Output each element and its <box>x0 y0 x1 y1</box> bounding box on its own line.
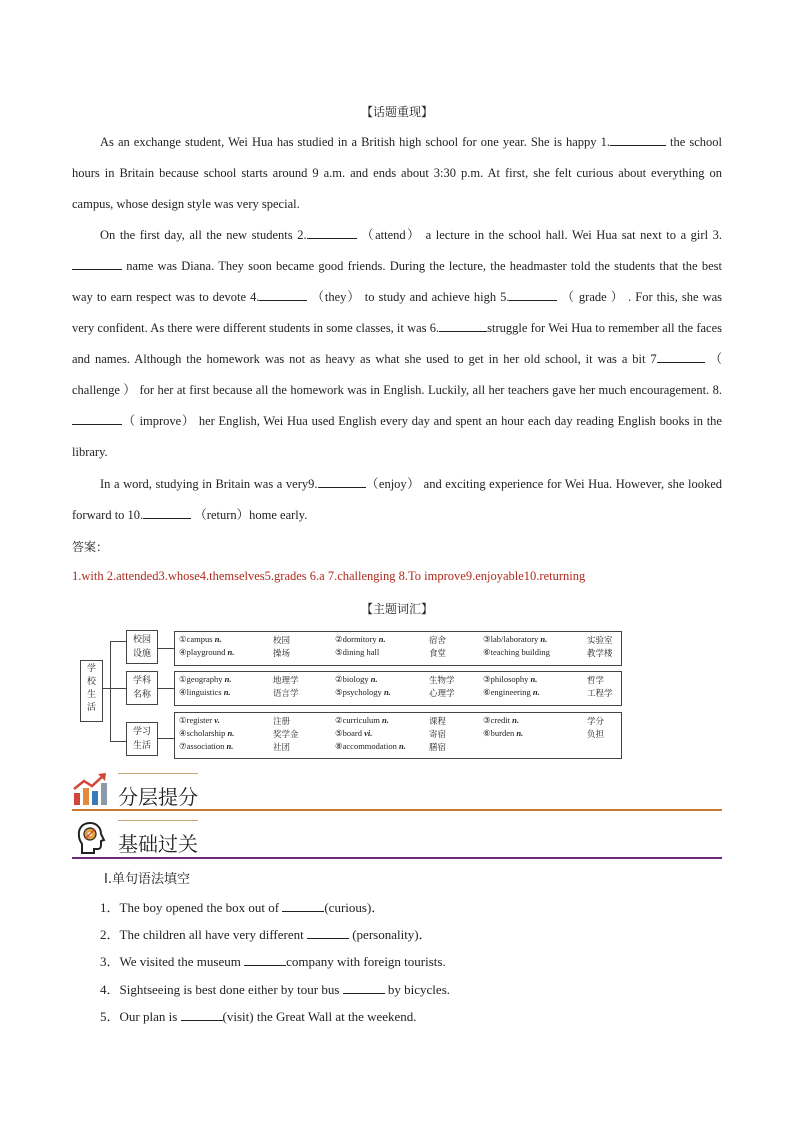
section-header-scoring <box>72 773 722 813</box>
vocab-term <box>335 741 406 752</box>
vocab-word: ④linguistics <box>179 687 224 697</box>
answer-blank <box>72 412 122 425</box>
root-char: 校 <box>86 677 96 687</box>
vocab-word: ①campus <box>179 634 215 644</box>
passage-text: home early. <box>249 508 308 522</box>
vocab-word: ⑧accommodation <box>335 741 400 751</box>
exercise-title: Ⅰ.单句语法填空 <box>104 872 190 887</box>
vocab-word: ①register <box>179 715 215 725</box>
question-item <box>100 979 450 998</box>
vocab-meaning: 宿舍 <box>429 636 447 646</box>
hint: （ challenge ） <box>72 352 722 397</box>
passage-text: a lecture in the school hall. Wei Hua sat next to a girl 3. <box>425 228 722 242</box>
decor-line <box>118 820 198 821</box>
category-label: 设施 <box>132 649 151 659</box>
vocab-word: ④playground <box>179 647 228 657</box>
question-text: Sightseeing is best done either by tour bus <box>119 982 343 997</box>
question-item <box>100 1006 417 1025</box>
part-of-speech: n. <box>530 674 538 684</box>
category-node <box>126 722 158 756</box>
vocab-term <box>335 674 378 685</box>
vocab-term <box>335 728 372 739</box>
vocab-word: ②biology <box>335 674 371 684</box>
answer-blank[interactable] <box>181 1008 223 1021</box>
vocab-term <box>179 715 220 726</box>
vocab-word: ①geography <box>179 674 225 684</box>
question-text: by bicycles. <box>384 982 450 997</box>
vocab-meaning: 地理学 <box>273 676 299 686</box>
vocab-meaning: 膳宿 <box>429 743 447 753</box>
question-number: 4． <box>100 982 120 997</box>
vocab-meaning: 寄宿 <box>429 730 447 740</box>
vocab-word: ③philosophy <box>483 674 531 684</box>
vocab-meaning: 语言学 <box>273 689 299 699</box>
answer-blank[interactable] <box>244 953 286 966</box>
vocab-word: ②dormitory <box>335 634 379 644</box>
vocab-term <box>179 728 234 739</box>
hint: （they） <box>307 290 365 304</box>
question-text: We visited the museum <box>119 954 245 969</box>
question-item <box>100 924 432 943</box>
vocab-word: ⑤board <box>335 728 365 738</box>
question-text: (curious)． <box>324 900 385 915</box>
passage-text: struggle for Wei Hua to remember all the faces and names. Although the homework was not as heavy as what she used to get in her old school, it was a bit 7 <box>72 321 722 366</box>
vocab-term <box>179 687 231 698</box>
vocab-word: ③credit <box>483 715 513 725</box>
root-char: 生 <box>86 690 96 700</box>
category-label: 生活 <box>132 741 151 751</box>
vocab-meaning: 食堂 <box>429 649 447 659</box>
topic-title: 【话题重现】 <box>360 105 433 119</box>
question-text: (personality)． <box>348 927 432 942</box>
passage-text: to study and achieve high 5. <box>364 290 510 304</box>
head-gear-icon <box>76 820 108 856</box>
question-item <box>100 897 384 916</box>
part-of-speech: n. <box>540 634 548 644</box>
passage-text: In a word, studying in Britain was a very9. <box>100 477 318 491</box>
connector <box>158 738 174 739</box>
section-title: 分层提分 <box>118 785 198 809</box>
vocab-term <box>483 728 523 739</box>
category-label: 校园 <box>132 635 151 645</box>
bar-chart-icon <box>72 773 108 807</box>
passage-paragraph-2 <box>72 220 722 468</box>
vocab-word: ⑤psychology <box>335 687 384 697</box>
answer-blank <box>657 350 705 363</box>
vocab-word: ⑦association <box>179 741 227 751</box>
vocab-meaning: 心理学 <box>429 689 455 699</box>
question-number: 5． <box>100 1009 120 1024</box>
vocab-meaning: 工程学 <box>587 689 613 699</box>
passage-paragraph-1 <box>72 127 722 220</box>
section-header-basics <box>72 820 722 860</box>
vocab-term <box>483 634 547 645</box>
passage-text: and exciting experience for Wei Hua. However, she looked forward to 10. <box>72 477 722 522</box>
part-of-speech: vi. <box>364 728 373 738</box>
answer-blank <box>143 506 191 519</box>
part-of-speech: n. <box>383 687 391 697</box>
vocab-list-study-life <box>174 712 622 759</box>
answer-blank <box>72 257 122 270</box>
part-of-speech: n. <box>227 728 235 738</box>
hint: （return） <box>191 508 250 522</box>
answer-blank <box>259 288 307 301</box>
vocab-meaning: 生物学 <box>429 676 455 686</box>
root-char: 学 <box>86 664 96 674</box>
vocab-term <box>179 634 222 645</box>
vocab-word: ⑥teaching building <box>483 647 550 657</box>
hint: （ improve） <box>122 414 199 428</box>
answer-blank <box>509 288 557 301</box>
connector <box>158 648 174 649</box>
question-text: (visit) the Great Wall at the weekend. <box>222 1009 417 1024</box>
vocab-word: ⑤dining hall <box>335 647 380 657</box>
vocab-meaning: 校园 <box>273 636 291 646</box>
section-divider <box>72 809 722 811</box>
vocab-list-subjects <box>174 671 622 706</box>
vocab-term <box>483 647 550 658</box>
passage-text: the school hours in Britain because school starts around 9 a.m. and ends about 3:30 p.m. At first, she felt curious about everything on campus, whose design style was very special. <box>72 135 723 211</box>
question-number: 1． <box>100 900 120 915</box>
section-divider <box>72 857 722 859</box>
vocab-meaning: 奖学金 <box>273 730 299 740</box>
vocab-list-facilities <box>174 631 622 666</box>
vocab-meaning: 教学楼 <box>587 649 613 659</box>
part-of-speech: n. <box>226 741 234 751</box>
connector <box>110 641 111 741</box>
hint: （ grade ） <box>561 290 629 304</box>
question-number: 2． <box>100 927 120 942</box>
part-of-speech: n. <box>224 674 232 684</box>
root-char: 活 <box>86 703 96 713</box>
vocab-term <box>179 674 231 685</box>
part-of-speech: n. <box>532 687 540 697</box>
vocab-term <box>483 715 519 726</box>
vocab-term <box>483 674 537 685</box>
hint: （attend） <box>356 228 426 242</box>
vocab-meaning: 负担 <box>587 730 605 740</box>
connector <box>158 688 174 689</box>
answer-blank <box>318 475 366 488</box>
hint: （enjoy） <box>365 477 424 491</box>
passage-text: On the first day, all the new students 2. <box>100 228 307 242</box>
question-number: 3． <box>100 954 120 969</box>
answer-label: 答案： <box>72 540 109 554</box>
passage-text: As an exchange student, Wei Hua has studied in a British high school for one year. She is happy 1. <box>100 135 610 149</box>
vocab-term <box>483 687 540 698</box>
connector <box>102 688 110 689</box>
vocab-term <box>179 741 233 752</box>
passage-text: her English, Wei Hua used English every day and spent an hour each day reading English books in the library. <box>72 414 722 459</box>
connector <box>110 688 126 689</box>
answer-key: 1.with 2.attended3.whose4.themselves5.grades 6.a 7.challenging 8.To improve9.enjoyable10.returning <box>72 569 586 583</box>
part-of-speech: n. <box>382 715 389 725</box>
part-of-speech: n. <box>399 741 406 751</box>
question-text: company with foreign tourists. <box>286 954 446 969</box>
part-of-speech: v. <box>214 715 220 725</box>
part-of-speech: n. <box>512 715 519 725</box>
category-node <box>126 630 158 664</box>
root-node <box>80 660 103 722</box>
answer-blank <box>610 133 666 146</box>
passage-text: name was Diana. They soon became good friends. During the lecture, the headmaster told the students that the best way to earn respect was to devote 4. <box>72 259 722 304</box>
vocab-meaning: 实验室 <box>587 636 613 646</box>
part-of-speech: n. <box>516 728 524 738</box>
decor-line <box>118 773 198 774</box>
answer-blank[interactable] <box>282 899 324 912</box>
vocab-meaning: 注册 <box>273 717 291 727</box>
vocab-title: 【主题词汇】 <box>360 602 433 616</box>
vocab-word: ⑥engineering <box>483 687 533 697</box>
question-text: Our plan is <box>119 1009 181 1024</box>
connector <box>110 741 126 742</box>
category-label: 学习 <box>132 727 151 737</box>
vocab-meaning: 社团 <box>273 743 291 753</box>
answer-blank[interactable] <box>307 926 349 939</box>
part-of-speech: n. <box>227 647 235 657</box>
section-title: 基础过关 <box>118 832 198 856</box>
answer-blank[interactable] <box>343 981 385 994</box>
vocab-meaning: 课程 <box>429 717 447 727</box>
vocab-meaning: 操场 <box>273 649 291 659</box>
answer-blank <box>307 226 357 239</box>
vocab-diagram <box>80 630 625 760</box>
passage-paragraph-3 <box>72 469 722 531</box>
question-text: The boy opened the box out of <box>119 900 283 915</box>
vocab-term <box>335 634 386 645</box>
part-of-speech: n. <box>370 674 378 684</box>
question-item <box>100 951 446 970</box>
vocab-word: ②curriculum <box>335 715 383 725</box>
vocab-term <box>179 647 234 658</box>
question-text: The children all have very different <box>119 927 307 942</box>
passage-text: for her at first because all the homework was in English. Luckily, all her teachers gave her much encouragement. 8. <box>139 383 722 397</box>
category-label: 学科 <box>132 676 151 686</box>
vocab-word: ④scholarship <box>179 728 228 738</box>
answer-blank <box>439 319 487 332</box>
vocab-word: ③lab/laboratory <box>483 634 541 644</box>
vocab-meaning: 学分 <box>587 717 605 727</box>
part-of-speech: n. <box>378 634 386 644</box>
vocab-term <box>335 687 391 698</box>
passage-text: . For this, she was very confident. As there were different students in some classes, it was 6. <box>72 290 723 335</box>
part-of-speech: n. <box>223 687 231 697</box>
vocab-term <box>335 715 389 726</box>
connector <box>110 641 126 642</box>
vocab-word: ⑥burden <box>483 728 517 738</box>
vocab-meaning: 哲学 <box>587 676 605 686</box>
category-label: 名称 <box>132 690 151 700</box>
part-of-speech: n. <box>214 634 222 644</box>
vocab-term <box>335 647 379 658</box>
category-node <box>126 671 158 705</box>
